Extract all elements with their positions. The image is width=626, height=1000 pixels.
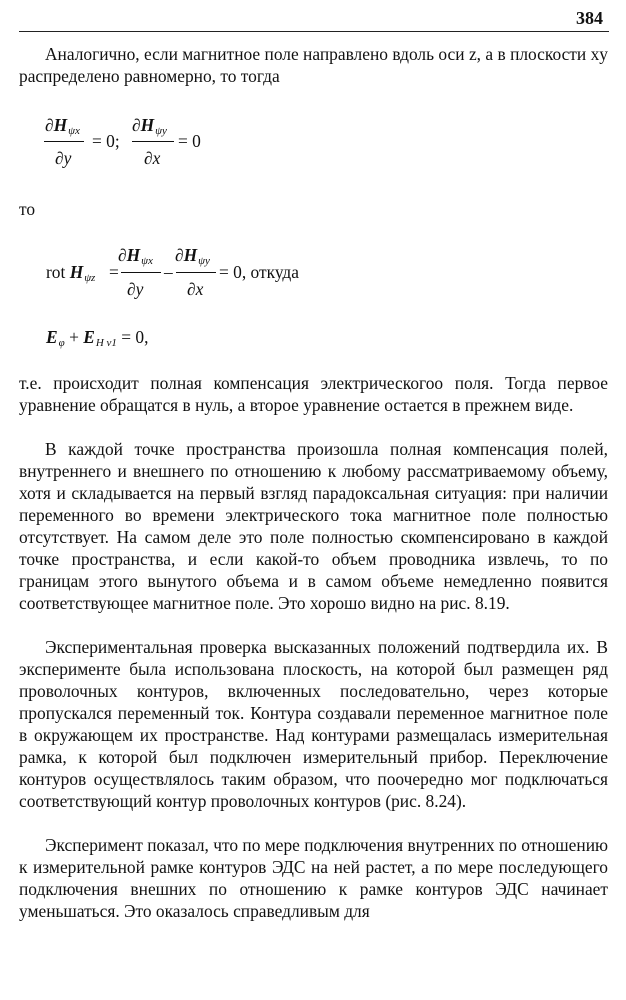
eq3-var-1: E: [46, 327, 58, 347]
paragraph-compensation: т.е. происходит полная компенсация электрическогоо поля. Тогда первое уравнение обращатся в нуль, а второе уравнение остается в прежнем виде.: [19, 373, 608, 415]
eq2-minus: –: [164, 262, 173, 282]
eq2-rhs: = 0, откуда: [219, 262, 299, 282]
eq3-sub-1: φ: [58, 337, 65, 349]
eq3-plus: +: [69, 327, 79, 347]
paragraph-to: то: [19, 199, 36, 219]
eq2-equals: =: [109, 262, 119, 282]
eq1-fraction-line-2: [132, 141, 174, 142]
eq2-lhs: rot $H_{\psi z}$: [46, 262, 96, 284]
equation-field-sum: [46, 327, 148, 353]
eq2-numerator-2: $\partial H_{\psi y}$: [175, 245, 210, 267]
eq1-fraction-line-1: [44, 141, 84, 142]
eq1-relation-1: = 0;: [92, 131, 120, 151]
eq3-var-2: E: [83, 327, 95, 347]
page-number: 384: [576, 8, 603, 28]
eq2-denominator-1: ∂y: [127, 279, 144, 299]
eq1-numerator-1: $\partial H_{\psi x}$: [45, 115, 80, 137]
header-rule: [19, 31, 609, 32]
eq1-relation-2: = 0: [178, 131, 201, 151]
eq1-denominator-1: ∂y: [55, 148, 72, 168]
paragraph-results: Эксперимент показал, что по мере подключения внутренних по отношению к измерительной рамке контуров ЭДС на ней растет, а по мере последующего подключения внешних по отношению к рамке контуров ЭДС начинает уменьшаться. Это оказалось справедливым для: [19, 835, 609, 921]
eq1-numerator-2: $\partial H_{\psi y}$: [132, 115, 167, 137]
paragraph-experiment: Экспериментальная проверка высказанных положений подтвердила их. В эксперименте была использована плоскость, на которой был размещен ряд проволочных контуров, включенных последовательно, через которые пропускался переменный ток. Контура создавали переменное магнитное поле в окружающем их пространстве. Над контурами размещалась измерительная рамка, к которой был подключен измерительный прибор. Переключение контуров осуществлялось таким образом, что поочередно мог подключаться соответствующий контур проволочных контуров (рис. 8.24).: [19, 637, 608, 811]
paragraph-fields: В каждой точке пространства произошла полная компенсация полей, внутреннего и внешнего по отношению к любому рассматриваемому объему, хотя и складывается на первый взгляд парадоксальная ситуация: при наличии переменного во времени электрического тока магнитное поле полностью отсутствует. На самом деле это поле полностью скомпенсировано в каждой точке пространства, и если какой-то объем проводника извлечь, то по границам этого вынутого объема и в самом объеме немедленно появится соответствующее магнитное поле. Это хорошо видно на рис. 8.19.: [19, 439, 608, 613]
eq3-sub-2: H v1: [95, 337, 117, 349]
eq2-numerator-1: $\partial H_{\psi x}$: [118, 245, 153, 267]
eq1-denominator-2: ∂x: [144, 148, 161, 168]
paragraph-intro: Аналогично, если магнитное поле направлено вдоль оси z, а в плоскости xy распределено равномерно, то тогда: [19, 44, 608, 86]
eq2-fraction-line-1: [121, 272, 161, 273]
eq2-fraction-line-2: [176, 272, 216, 273]
eq3-rhs: = 0,: [121, 327, 149, 347]
eq2-denominator-2: ∂x: [187, 279, 204, 299]
